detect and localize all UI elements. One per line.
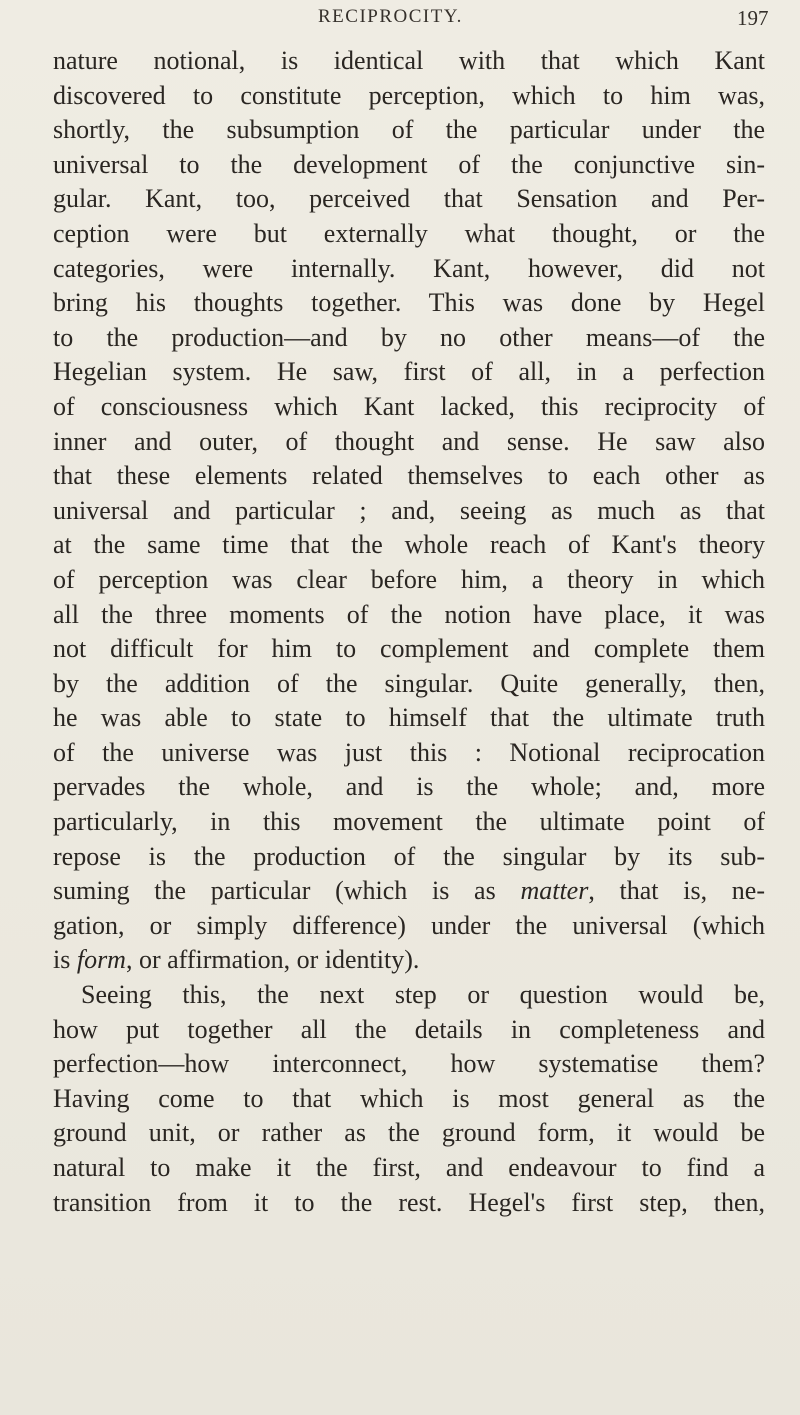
text-line-2: discovered to constitute perception, which to him was,: [53, 80, 765, 110]
text-line-3: shortly, the subsumption of the particular under the: [53, 115, 765, 145]
text-line-18: not difficult for him to complement and complete them: [53, 634, 765, 664]
text-line-11: of consciousness which Kant lacked, this reciprocity of: [53, 391, 765, 421]
text-line-1: nature notional, is identical with that which Kant: [53, 46, 765, 75]
text-line-34: transition from it to the rest. Hegel's first step, then,: [53, 1187, 765, 1217]
text-line-27-start: is: [53, 945, 77, 975]
text-line-19: by the addition of the singular. Quite generally, then,: [53, 668, 765, 698]
text-line-25-end: , that is, ne-: [588, 876, 765, 906]
text-line-22: pervades the whole, and is the whole; and, more: [53, 772, 765, 802]
text-line-31: Having come to that which is most general as the: [53, 1083, 765, 1113]
text-line-8: bring his thoughts together. This was done by Hegel: [53, 288, 765, 318]
text-line-33: natural to make it the first, and endeavour to find a: [53, 1153, 765, 1182]
text-line-27: [53, 943, 765, 978]
text-line-23: particularly, in this movement the ultimate point of: [53, 807, 765, 837]
page-number: 197: [737, 6, 769, 30]
italic-word-matter: matter: [520, 876, 589, 906]
text-line-13: that these elements related themselves to each other as: [53, 461, 765, 491]
text-line-4: universal to the development of the conjunctive sin-: [53, 149, 765, 179]
text-line-28: Seeing this, the next step or question would be,: [81, 980, 765, 1010]
text-line-27-end: , or affirmation, or identity).: [125, 945, 420, 975]
text-line-9: to the production—and by no other means—of the: [53, 322, 765, 352]
text-line-32: ground unit, or rather as the ground form, it would be: [53, 1118, 765, 1148]
italic-word-form: form: [76, 945, 126, 975]
text-line-20: he was able to state to himself that the ultimate truth: [53, 703, 765, 733]
text-line-26: gation, or simply difference) under the universal (which: [53, 910, 765, 940]
text-line-25: [53, 874, 765, 909]
text-line-30: perfection—how interconnect, how systematise them?: [53, 1049, 765, 1079]
running-head: [0, 0, 800, 44]
text-line-7: categories, were internally. Kant, however, did not: [53, 253, 765, 283]
text-line-29: how put together all the details in completeness and: [53, 1014, 765, 1044]
text-line-12: inner and outer, of thought and sense. He saw also: [53, 426, 765, 456]
text-line-16: of perception was clear before him, a theory in which: [53, 564, 765, 594]
text-line-5: gular. Kant, too, perceived that Sensation and Per-: [53, 184, 765, 214]
text-line-14: universal and particular ; and, seeing as much as that: [53, 495, 765, 525]
text-line-25-start: suming the particular (which is as: [53, 876, 521, 906]
text-line-24: repose is the production of the singular by its sub-: [53, 841, 765, 871]
text-line-15: at the same time that the whole reach of Kant's theory: [53, 530, 765, 560]
running-title: RECIPROCITY.: [318, 6, 463, 27]
text-line-17: all the three moments of the notion have place, it was: [53, 599, 765, 629]
body-text: [53, 44, 765, 1220]
text-line-21: of the universe was just this : Notional reciprocation: [53, 737, 765, 767]
text-line-10: Hegelian system. He saw, first of all, in a perfection: [53, 357, 765, 387]
text-line-6: ception were but externally what thought, or the: [53, 218, 765, 248]
